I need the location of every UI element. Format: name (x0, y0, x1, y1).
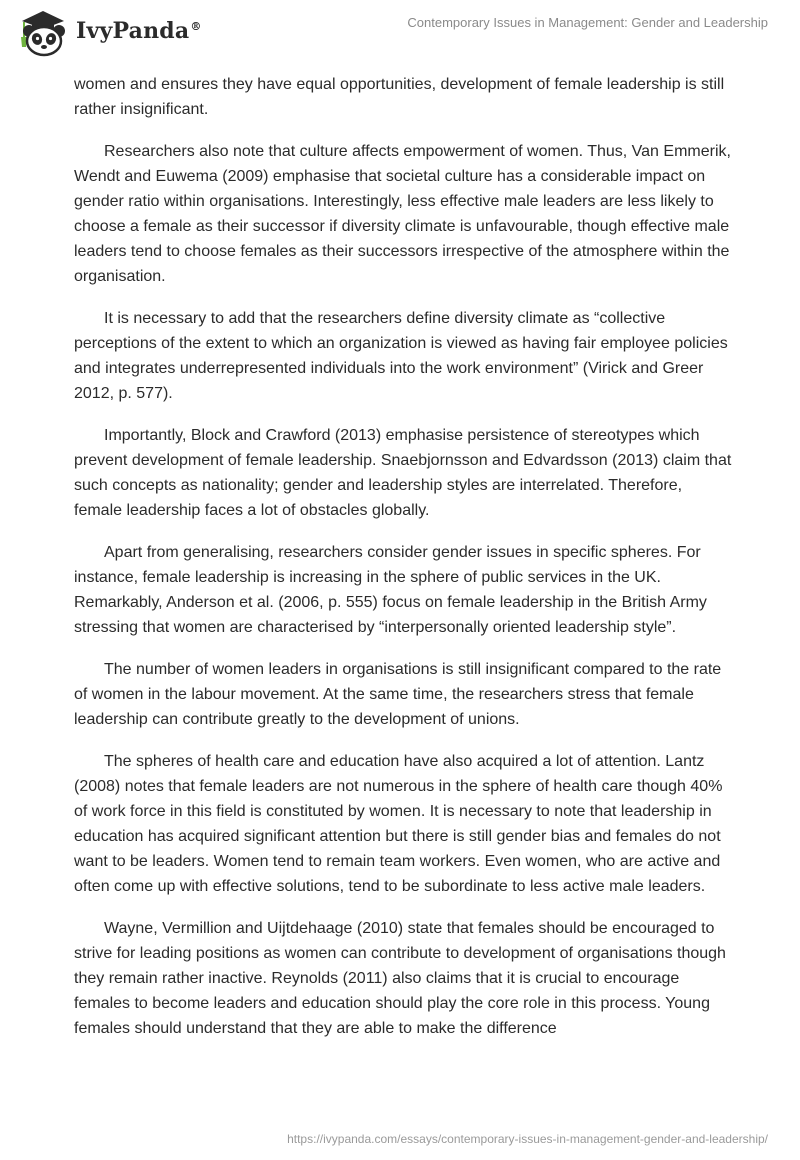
paragraph: Apart from generalising, researchers consider gender issues in specific spheres. For instance, female leadership is increasing in the sphere of public services in the UK. Remarkably, Anderson et al. (2006, p. 555) focus on female leadership in the British Army stressing that women are characterised by “interpersonally oriented leadership style”. (74, 544, 707, 636)
paragraph: Researchers also note that culture affects empowerment of women. Thus, Van Emmerik, Wendt and Euwema (2009) emphasise that societal culture has a considerable impact on gender ratio within organisations. Interestingly, less effective male leaders are less likely to choose a female as their successor if diversity climate is unfavourable, though effective male leaders tend to choose females as their successors irrespective of the atmosphere within the organisation. (74, 143, 731, 285)
essay-body (74, 72, 734, 1058)
document-title: Contemporary Issues in Management: Gender and Leadership (407, 15, 768, 30)
paragraph-continued: women and ensures they have equal opportunities, development of female leadership is still rather insignificant. (74, 76, 725, 118)
page-header (0, 0, 800, 72)
paragraph: Wayne, Vermillion and Uijtdehaage (2010) state that females should be encouraged to strive for leading positions as women can contribute to development of organisations though they remain rather inactive. Reynolds (2011) also claims that it is crucial to encourage females to become leaders and education should play the core role in this process. Young females should understand that they are able to make the difference (74, 920, 726, 1037)
ivypanda-logo[interactable] (14, 6, 202, 58)
paragraph: The number of women leaders in organisations is still insignificant compared to the rate of women in the labour movement. At the same time, the researchers stress that female leadership can contribute greatly to the development of unions. (74, 661, 722, 728)
paragraph: Importantly, Block and Crawford (2013) emphasise persistence of stereotypes which prevent development of female leadership. Snaebjornsson and Edvardsson (2013) claim that such concepts as nationality; gender and leadership styles are interrelated. Therefore, female leadership faces a lot of obstacles globally. (74, 427, 732, 519)
paragraph: It is necessary to add that the researchers define diversity climate as “collective perceptions of the extent to which an organization is viewed as having fair employee policies and integrates underrepresented individuals into the work environment” (Virick and Greer 2012, p. 577). (74, 310, 728, 402)
logo-text: IvyPanda® (76, 18, 202, 44)
panda-graduation-cap-icon (14, 7, 72, 57)
paragraph: The spheres of health care and education have also acquired a lot of attention. Lantz (2008) notes that female leaders are not numerous in the sphere of health care though 40% of work force in this field is constituted by women. It is necessary to note that leadership in education has acquired significant attention but there is still gender bias and females do not want to be leaders. Women tend to remain team workers. Even women, who are active and often come up with effective solutions, tend to be subordinate to less active male leaders. (74, 753, 723, 895)
footer-url[interactable]: https://ivypanda.com/essays/contemporary-issues-in-management-gender-and-leadership/ (287, 1132, 768, 1146)
